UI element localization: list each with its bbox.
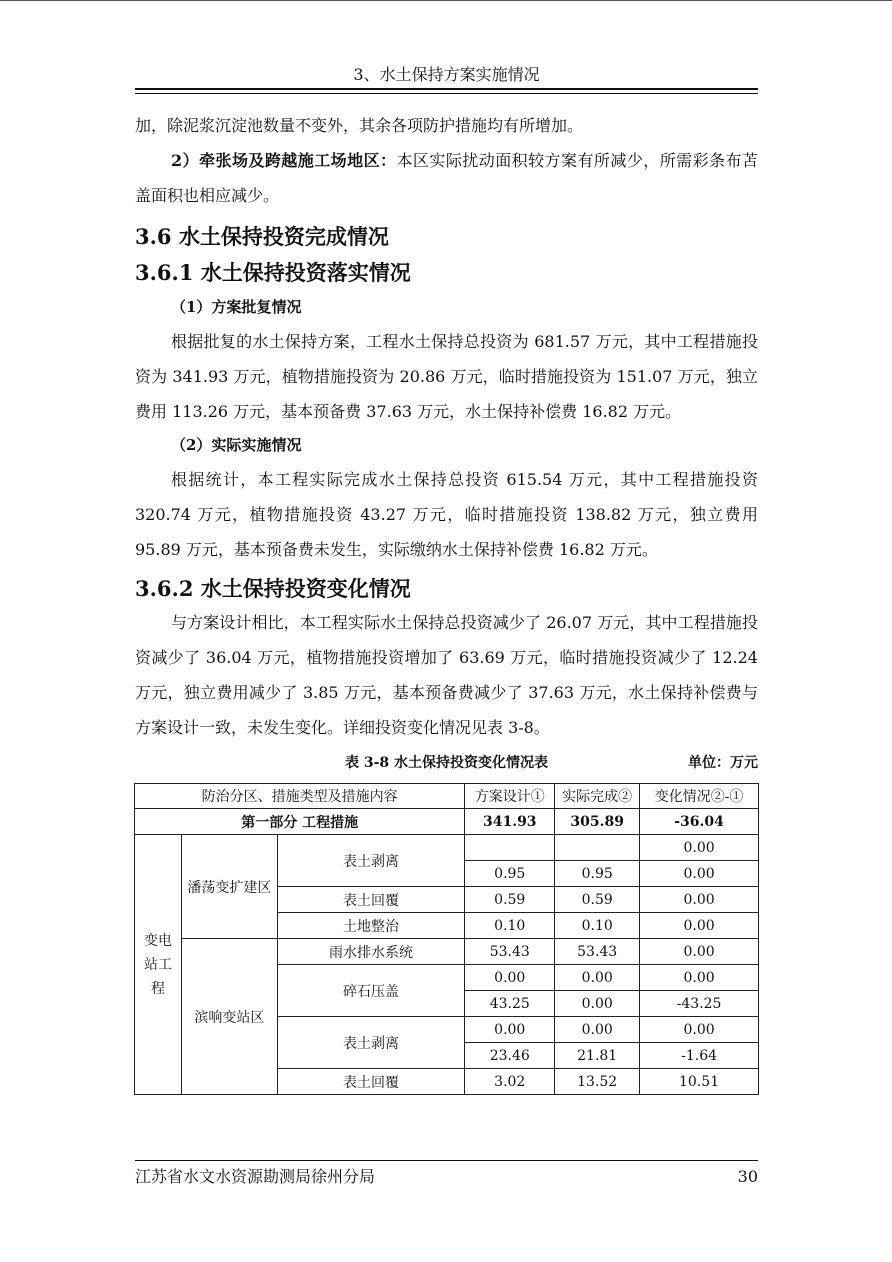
section-heading-3-6-2: 3.6.2 水土保持投资变化情况 <box>135 576 411 601</box>
change-cell: -1.64 <box>640 1043 759 1069</box>
item-cell: 碎石压盖 <box>277 965 465 1017</box>
area-binxiang-cell <box>181 939 277 1095</box>
change-cell: 0.00 <box>640 887 759 913</box>
footer-organization: 江苏省水文水资源勘测局徐州分局 <box>135 1167 376 1186</box>
plan-cell: 0.10 <box>465 913 555 939</box>
table-title: 表 3-8 水土保持投资变化情况表 <box>344 755 549 771</box>
page-top-edge <box>0 0 892 1</box>
change-cell: 0.00 <box>640 835 759 861</box>
actual-cell: 0.00 <box>555 991 640 1017</box>
item-cell: 表土剥离 <box>277 835 465 887</box>
plan-cell: 0.59 <box>465 887 555 913</box>
area-label: 潘荡变扩建区 <box>187 879 272 896</box>
part1-plan: 341.93 <box>465 809 555 835</box>
plan-cell: 43.25 <box>465 991 555 1017</box>
table-header-row <box>135 784 759 809</box>
table-unit: 单位：万元 <box>688 755 758 771</box>
plan-cell: 0.00 <box>465 965 555 991</box>
actual-cell: 0.95 <box>555 861 640 887</box>
change-cell: 0.00 <box>640 1017 759 1043</box>
plan-cell: 0.00 <box>465 1017 555 1043</box>
part1-label: 第一部分 工程措施 <box>135 809 465 835</box>
group-label: 变电站工程 <box>143 932 172 997</box>
running-header: 3、水土保持方案实施情况 <box>353 65 540 84</box>
table-row-part1 <box>135 809 759 835</box>
header-actual: 实际完成② <box>555 784 640 809</box>
actual-cell: 13.52 <box>555 1069 640 1095</box>
actual-cell: 0.59 <box>555 887 640 913</box>
paragraph-investment-change: 与方案设计相比，本工程实际水土保持总投资减少了 26.07 万元，其中工程措施投资减少了 36.04 万元，植物措施投资增加了 63.69 万元，临时措施投资减少了 12.24 万元，独立费用减少了 3.85 万元，基本预备费减少了 37.63 万元，水土保持补偿费与方案设计一致，未发生变化。详细投资变化情况见表 3-8。 <box>135 613 758 737</box>
paragraph-label: 2）牵张场及跨越施工场地区： <box>171 151 397 170</box>
area-pandang-cell <box>181 835 277 939</box>
actual-cell: 0.00 <box>555 1017 640 1043</box>
actual-cell: 53.43 <box>555 939 640 965</box>
actual-cell: 21.81 <box>555 1043 640 1069</box>
plan-cell: 0.95 <box>465 861 555 887</box>
item-cell: 雨水排水系统 <box>277 939 465 965</box>
plan-cell: 23.46 <box>465 1043 555 1069</box>
table-caption <box>135 751 758 775</box>
header-description: 防治分区、措施类型及措施内容 <box>135 784 465 809</box>
item-cell: 表土剥离 <box>277 1017 465 1069</box>
paragraph-continued: 加，除泥浆沉淀池数量不变外，其余各项防护措施均有所增加。 <box>135 116 584 135</box>
change-cell: 0.00 <box>640 965 759 991</box>
header-rule-thick <box>135 88 758 90</box>
header-plan: 方案设计① <box>465 784 555 809</box>
actual-cell: 0.00 <box>555 965 640 991</box>
plan-cell: 3.02 <box>465 1069 555 1095</box>
header-change: 变化情况②-① <box>640 784 759 809</box>
change-cell: -43.25 <box>640 991 759 1017</box>
area-label: 滨响变站区 <box>194 1009 265 1026</box>
paragraph-approved-investment: 根据批复的水土保持方案，工程水土保持总投资为 681.57 万元，其中工程措施投资为 341.93 万元，植物措施投资为 20.86 万元，临时措施投资为 151.07 万元，独立费用 113.26 万元，基本预备费 37.63 万元，水土保持补偿费 16.82 万元。 <box>135 332 758 421</box>
item-cell: 土地整治 <box>277 913 465 939</box>
paragraph-traction-site <box>135 143 758 213</box>
table-row <box>135 835 759 861</box>
actual-cell: 0.10 <box>555 913 640 939</box>
item-cell: 表土回覆 <box>277 1069 465 1095</box>
subheading-actual-implementation: （2）实际实施情况 <box>171 436 302 454</box>
page-content <box>135 108 758 1095</box>
footer-rule <box>135 1160 758 1161</box>
investment-change-table <box>134 783 759 1095</box>
paragraph-text: 本区实际扰动面积较方案有所减少，所需彩条布苫盖面积也相应减少。 <box>135 151 758 205</box>
subheading-approved-plan: （1）方案批复情况 <box>171 298 302 316</box>
group-substation-cell <box>135 835 182 1095</box>
actual-cell <box>555 835 640 861</box>
change-cell: 0.00 <box>640 913 759 939</box>
page-number: 30 <box>737 1167 758 1186</box>
paragraph-actual-investment: 根据统计，本工程实际完成水土保持总投资 615.54 万元，其中工程措施投资 320.74 万元，植物措施投资 43.27 万元，临时措施投资 138.82 万元，独立费用 95.89 万元，基本预备费未发生，实际缴纳水土保持补偿费 16.82 万元。 <box>135 470 758 559</box>
header-rule-thin <box>135 93 758 94</box>
plan-cell <box>465 835 555 861</box>
section-heading-3-6: 3.6 水土保持投资完成情况 <box>135 224 389 249</box>
table-row <box>135 939 759 965</box>
plan-cell: 53.43 <box>465 939 555 965</box>
section-heading-3-6-1: 3.6.1 水土保持投资落实情况 <box>135 260 411 285</box>
change-cell: 0.00 <box>640 861 759 887</box>
change-cell: 0.00 <box>640 939 759 965</box>
part1-actual: 305.89 <box>555 809 640 835</box>
part1-change: -36.04 <box>640 809 759 835</box>
item-cell: 表土回覆 <box>277 887 465 913</box>
change-cell: 10.51 <box>640 1069 759 1095</box>
